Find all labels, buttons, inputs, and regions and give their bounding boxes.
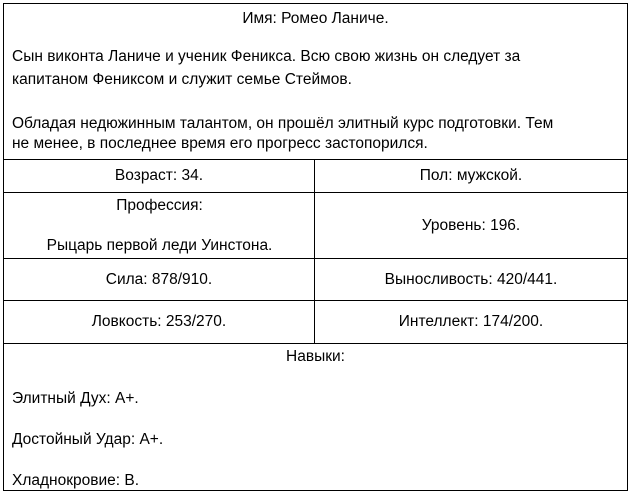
gender-value: Пол: мужской. — [419, 167, 523, 184]
profession-cell — [4, 193, 315, 258]
row-agility-intellect — [4, 300, 627, 343]
skills-section — [4, 343, 627, 490]
bio-paragraph-1-line-2: капитаном Фениксом и служит семье Стеймов. — [12, 71, 352, 88]
agility-cell — [4, 301, 315, 343]
bio-paragraph-2-line-2: не менее, в последнее время его прогресс застопорился. — [12, 135, 428, 152]
profession-value: Рыцарь первой леди Уинстона. — [46, 237, 273, 254]
bio-paragraph-2-line-1: Обладая недюжинным талантом, он прошёл элитный курс подготовки. Тем — [12, 115, 554, 132]
gender-cell — [315, 160, 627, 192]
skill-item: Хладнокровие: В. — [12, 472, 140, 489]
intellect-value: Интеллект: 174/200. — [398, 313, 544, 330]
row-age-gender — [4, 159, 627, 192]
age-value: Возраст: 34. — [114, 167, 204, 184]
character-name: Имя: Ромео Ланиче. — [242, 10, 389, 27]
strength-cell — [4, 259, 315, 300]
bio-paragraph-1-line-1: Сын виконта Ланиче и ученик Феникса. Всю свою жизнь он следует за — [12, 48, 521, 65]
endurance-cell — [315, 259, 627, 300]
strength-value: Сила: 878/910. — [105, 270, 213, 288]
row-profession-level — [4, 192, 627, 258]
age-cell — [4, 160, 315, 192]
row-strength-endurance — [4, 258, 627, 300]
skill-item: Элитный Дух: А+. — [12, 390, 139, 407]
profession-label: Профессия: — [116, 197, 203, 214]
skill-item: Достойный Удар: А+. — [12, 431, 164, 448]
level-value: Уровень: 196. — [421, 216, 521, 234]
skills-title: Навыки: — [286, 348, 345, 365]
agility-value: Ловкость: 253/270. — [91, 313, 227, 330]
character-sheet — [3, 3, 628, 491]
level-cell — [315, 193, 627, 258]
intellect-cell — [315, 301, 627, 343]
header-section — [4, 4, 627, 159]
endurance-value: Выносливость: 420/441. — [384, 270, 558, 288]
